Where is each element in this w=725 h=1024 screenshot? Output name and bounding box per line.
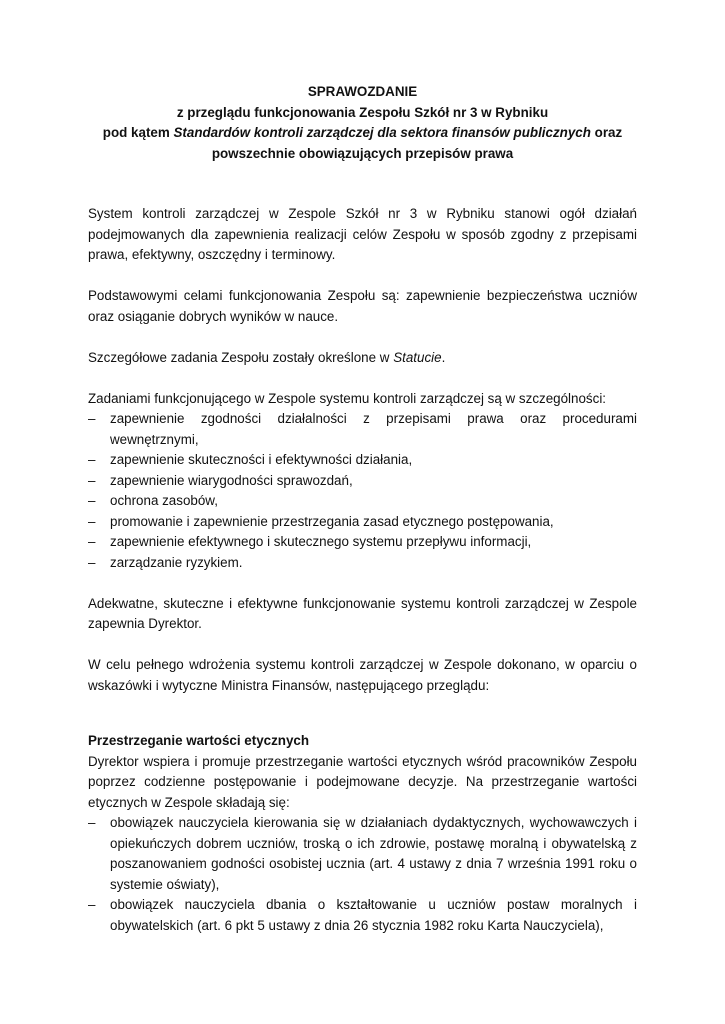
title-line-1: SPRAWOZDANIE	[307, 84, 418, 99]
paragraph-detailed-tasks	[88, 348, 637, 369]
dash-mark: –	[88, 534, 96, 549]
dash-mark: –	[88, 472, 96, 488]
task-text: ochrona zasobów,	[110, 493, 218, 508]
dash-mark: –	[88, 513, 96, 529]
task-text: zarządzanie ryzykiem.	[110, 554, 243, 570]
list-item	[88, 450, 637, 471]
dash-mark: –	[88, 554, 96, 570]
title-line-3-post: oraz	[590, 125, 623, 140]
report-title	[88, 82, 637, 164]
ethics-item-text: obowiązek nauczyciela kierowania się w działaniach dydaktycznych, wychowawczych i opiekuńczych dobrem uczniów, troską o ich zdrowie, postawę moralną i obywatelską z poszanowaniem godności osobistej ucznia (art. 4 ustawy z dnia 7 września 1991 roku o systemie oświaty),	[110, 815, 637, 892]
list-item	[88, 491, 637, 512]
title-line-3-pre: pod kątem	[102, 125, 174, 140]
task-text: zapewnienie wiarygodności sprawozdań,	[110, 472, 353, 488]
paragraph-review-scope: W celu pełnego wdrożenia systemu kontroli zarządczej w Zespole dokonano, w oparciu o wskazówki i wytyczne Ministra Finansów, następującego przeglądu:	[88, 657, 637, 693]
section-heading-ethics: Przestrzeganie wartości etycznych	[88, 733, 310, 748]
dash-mark: –	[88, 493, 96, 508]
statute-italic: Statucie	[393, 349, 442, 365]
p3-pre: Szczegółowe zadania Zespołu zostały określone w	[88, 349, 394, 365]
list-item	[88, 512, 637, 533]
task-text: zapewnienie zgodności działalności z przepisami prawa oraz procedurami wewnętrznymi,	[110, 411, 637, 447]
dash-mark: –	[88, 815, 96, 830]
ethics-item-text: obowiązek nauczyciela dbania o kształtowanie u uczniów postaw moralnych i obywatelskich (art. 6 pkt 5 ustawy z dnia 26 stycznia 1982 roku Karta Nauczyciela),	[110, 897, 637, 933]
dash-mark: –	[88, 411, 96, 426]
list-item	[88, 409, 637, 450]
dash-mark: –	[88, 897, 96, 912]
task-text: zapewnienie skuteczności i efektywności działania,	[110, 452, 413, 467]
title-line-2: z przeglądu funkcjonowania Zespołu Szkół nr 3 w Rybniku	[176, 104, 549, 120]
title-line-3-italic: Standardów kontroli zarządczej dla sektora finansów publicznych	[173, 125, 591, 140]
dash-mark: –	[88, 452, 96, 467]
ethics-list	[88, 813, 637, 936]
task-text: zapewnienie efektywnego i skutecznego systemu przepływu informacji,	[110, 534, 532, 549]
list-item	[88, 813, 637, 895]
list-item	[88, 532, 637, 553]
title-line-3	[88, 123, 637, 144]
title-line-4: powszechnie obowiązujących przepisów prawa	[211, 145, 514, 161]
paragraph-tasks-intro: Zadaniami funkcjonującego w Zespole systemu kontroli zarządczej są w szczególności:	[88, 390, 607, 406]
paragraph-director-responsibility: Adekwatne, skuteczne i efektywne funkcjonowanie systemu kontroli zarządczej w Zespole zapewnia Dyrektor.	[88, 595, 637, 631]
task-text: promowanie i zapewnienie przestrzegania zasad etycznego postępowania,	[110, 513, 554, 529]
list-item	[88, 553, 637, 574]
paragraph-basic-goals: Podstawowymi celami funkcjonowania Zespołu są: zapewnienie bezpieczeństwa uczniów oraz osiąganie dobrych wyników w nauce.	[88, 288, 637, 324]
paragraph-ethics-intro: Dyrektor wspiera i promuje przestrzeganie wartości etycznych wśród pracowników Zespołu poprzez codzienne postępowanie i podejmowane decyzje. Na przestrzeganie wartości etycznych w Zespole składają się:	[88, 753, 637, 810]
list-item	[88, 895, 637, 936]
p3-post: .	[441, 349, 446, 365]
paragraph-system-definition: System kontroli zarządczej w Zespole Szkół nr 3 w Rybniku stanowi ogół działań podejmowanych dla zapewnienia realizacji celów Zespołu w sposób zgodny z przepisami prawa, efektywny, oszczędny i terminowy.	[88, 206, 637, 262]
tasks-list	[88, 409, 637, 573]
list-item	[88, 471, 637, 492]
